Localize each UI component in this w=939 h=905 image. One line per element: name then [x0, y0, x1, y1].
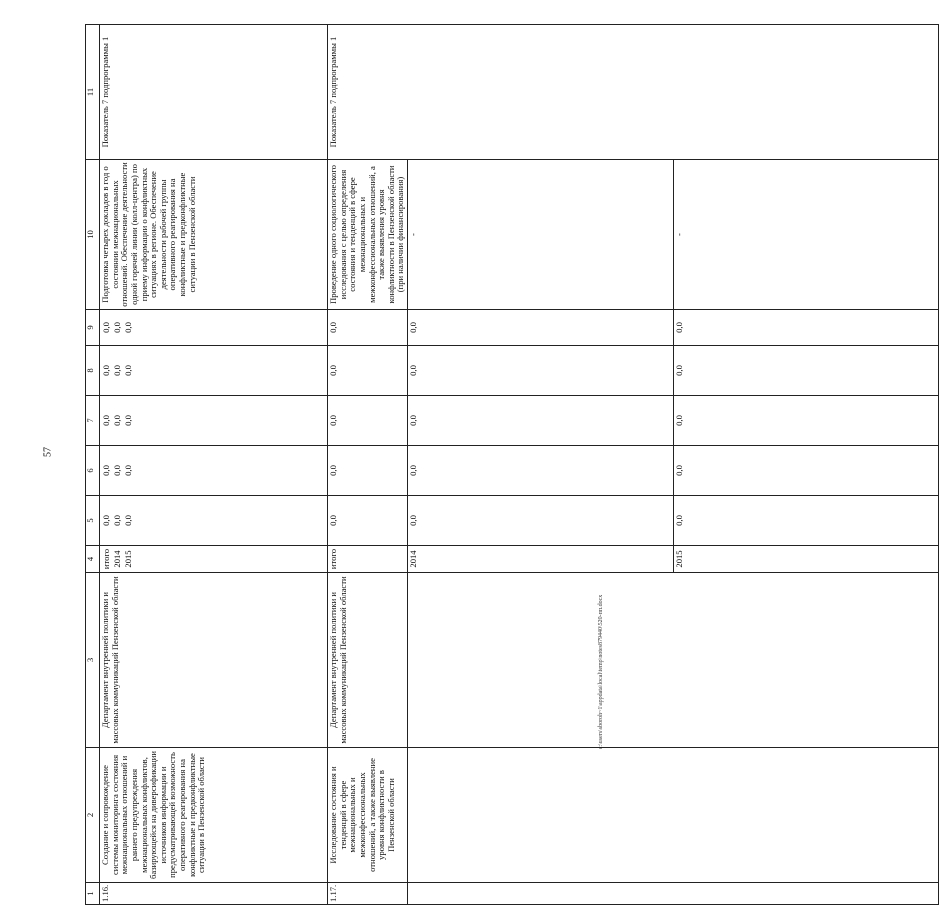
header-col-5: 5 [86, 496, 100, 546]
indicator: Показатель 7 подпрограммы 1 [100, 25, 328, 160]
year-total-label: итого [328, 546, 408, 573]
executor: Департамент внутренней политики и массовых коммуникаций Пензенской области [100, 573, 328, 748]
executor: Департамент внутренней политики и массовых коммуникаций Пензенской области [328, 573, 408, 748]
value: 0,0 [408, 365, 418, 376]
value: 0,0 [112, 365, 122, 376]
header-col-2: 2 [86, 748, 100, 883]
header-col-11: 11 [86, 25, 100, 160]
indicator: Показатель 7 подпрограммы 1 [328, 25, 939, 160]
value: 0,0 [673, 346, 938, 395]
value-cell [100, 446, 328, 496]
value-cell [100, 496, 328, 546]
page-number: 57 [42, 447, 54, 457]
value: 0,0 [101, 322, 111, 333]
result-2014: - [408, 233, 418, 236]
value: 0,0 [123, 465, 133, 476]
row-number: 1.17. [328, 883, 408, 905]
result-2015: - [673, 160, 938, 309]
value: 0,0 [101, 465, 111, 476]
header-col-10: 10 [86, 160, 100, 310]
year-label: 2014 [112, 550, 122, 568]
year-label: 2015 [673, 546, 938, 572]
header-col-6: 6 [86, 446, 100, 496]
value-cell [100, 310, 328, 346]
header-col-3: 3 [86, 573, 100, 748]
value: 0,0 [112, 515, 122, 526]
row-number: 1.16. [100, 883, 328, 905]
value: 0,0 [408, 415, 418, 426]
value: 0,0 [123, 515, 133, 526]
year-label: итого [101, 548, 111, 570]
value: 0,0 [123, 415, 133, 426]
value: 0,0 [408, 465, 418, 476]
value: 0,0 [101, 515, 111, 526]
value: 0,0 [673, 496, 938, 545]
value: 0,0 [673, 310, 938, 345]
value: 0,0 [101, 365, 111, 376]
header-col-4: 4 [86, 546, 100, 573]
value-total: 0,0 [328, 496, 408, 546]
value: 0,0 [408, 515, 418, 526]
value: 0,0 [112, 322, 122, 333]
value: 0,0 [123, 365, 133, 376]
program-events-table [85, 24, 939, 905]
footer-file-path: c:\users\sboroh~1\appdata\local\temp\notes879440\520-пп.docx [598, 594, 604, 750]
value-cell [100, 346, 328, 396]
value: 0,0 [673, 396, 938, 445]
header-col-9: 9 [86, 310, 100, 346]
header-col-1: 1 [86, 883, 100, 905]
table-row [100, 25, 328, 905]
table-row [328, 25, 408, 905]
value-total: 0,0 [328, 396, 408, 446]
value-cell [100, 396, 328, 446]
year-label: 2014 [408, 550, 418, 568]
year-label: 2015 [123, 550, 133, 568]
header-col-8: 8 [86, 346, 100, 396]
rotated-table-container [85, 25, 684, 905]
value-total: 0,0 [328, 346, 408, 396]
value: 0,0 [123, 322, 133, 333]
event-name: Исследование состояния и тенденций в сфере межнациональных и межконфессиональных отношений, а также выявление уровня конфликтности в Пензенской области [328, 748, 408, 883]
value-total: 0,0 [328, 446, 408, 496]
event-name: Создание и сопровождение системы мониторинга состояния межнациональных отношений и раннего предупреждения межнациональных конфликтов, базирующейся на диверсификации источников информации и предусматривающей возможность оперативного реагирования на конфликтные и предконфликтные ситуации в Пензенской области [100, 748, 328, 883]
value: 0,0 [673, 446, 938, 495]
value: 0,0 [408, 322, 418, 333]
header-col-7: 7 [86, 396, 100, 446]
year-subcells [408, 546, 939, 573]
value: 0,0 [112, 415, 122, 426]
value: 0,0 [112, 465, 122, 476]
header-row [86, 25, 100, 905]
value: 0,0 [101, 415, 111, 426]
expected-result: Подготовка четырех докладов в год о состоянии межнациональных отношений. Обеспечение деятельности одной горячей линии (колл-центра) по приему информации о конфликтных ситуациях в регионе. Обеспечение деятельности рабочей группы оперативного реагирования на конфликтные и предконфликтные ситуации в Пензенской области [100, 160, 328, 310]
year-list [100, 546, 328, 573]
expected-result: Проведение одного социологического исследования с целью определения состояния и тенденций в сфере межнациональных и межконфессиональных отношений, а также выявления уровня конфликтности в Пензенской области (при наличии финансирования) [328, 160, 408, 310]
value-total: 0,0 [328, 310, 408, 346]
